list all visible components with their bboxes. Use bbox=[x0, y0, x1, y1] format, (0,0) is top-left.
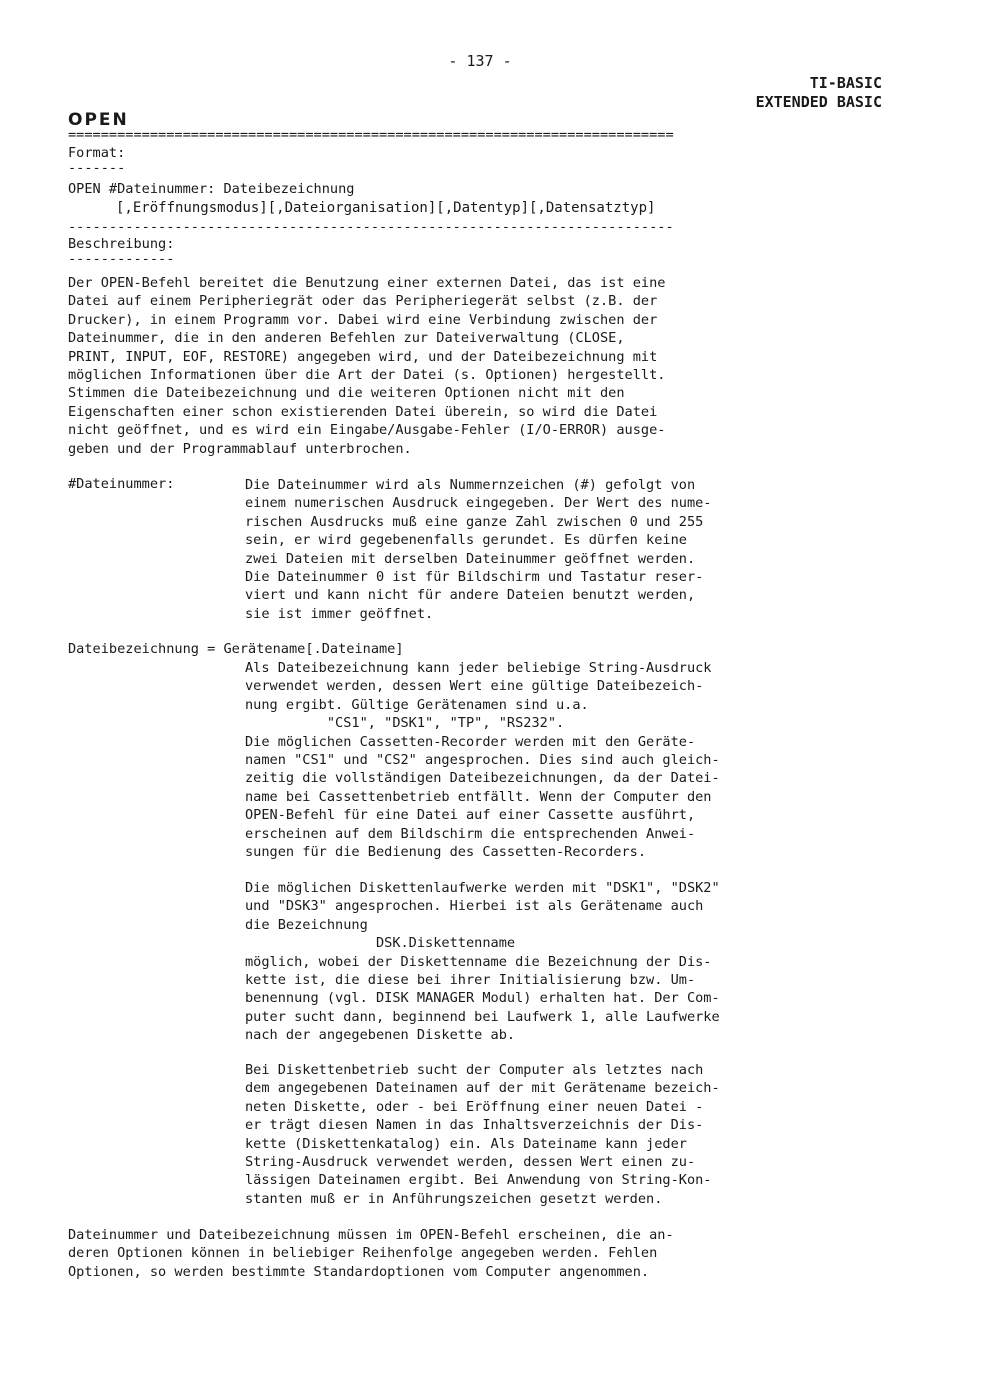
text-line: möglich, wobei der Diskettenname die Bezeichnung der Dis- bbox=[245, 953, 712, 970]
text-line: Die Dateinummer 0 ist für Bildschirm und Tastatur reser- bbox=[245, 569, 704, 585]
text-line: er trägt diesen Namen in das Inhaltsverzeichnis der Dis- bbox=[245, 1117, 704, 1134]
format-syntax-line1: OPEN #Dateinummer: Dateibezeichnung bbox=[68, 181, 355, 197]
text-line: Die möglichen Diskettenlaufwerke werden mit "DSK1", "DSK2" bbox=[245, 880, 720, 896]
text-line: Als Dateibezeichnung kann jeder beliebige String-Ausdruck bbox=[245, 660, 712, 676]
text-line: zeitig die vollständigen Dateibezeichnungen, da der Datei- bbox=[245, 770, 720, 787]
text-line: Dateinummer, die in den anderen Befehlen zur Dateiverwaltung (CLOSE, bbox=[68, 330, 625, 347]
text-line: viert und kann nicht für andere Dateien benutzt werden, bbox=[245, 587, 696, 604]
text-line: sein, er wird gegebenenfalls gerundet. Es dürfen keine bbox=[245, 532, 687, 549]
text-line: und "DSK3" angesprochen. Hierbei ist als Gerätename auch bbox=[245, 898, 704, 915]
text-line: Drucker), in einem Programm vor. Dabei wird eine Verbindung zwischen der bbox=[68, 311, 658, 328]
text-line: Bei Diskettenbetrieb sucht der Computer als letztes nach bbox=[245, 1062, 704, 1078]
text-line: stanten muß er in Anführungszeichen gesetzt werden. bbox=[245, 1190, 663, 1207]
text-line: möglichen Informationen über die Art der Datei (s. Optionen) hergestellt. bbox=[68, 367, 666, 383]
text-line: nach der angegebenen Diskette ab. bbox=[245, 1027, 516, 1044]
text-line: sungen für die Bedienung des Cassetten-Recorders. bbox=[245, 844, 647, 860]
text-line: sie ist immer geöffnet. bbox=[245, 605, 434, 622]
text-line: deren Optionen können in beliebiger Reihenfolge angegeben werden. Fehlen bbox=[68, 1245, 658, 1262]
text-line: einem numerischen Ausdruck eingegeben. Der Wert des nume- bbox=[245, 495, 712, 512]
text-line: geben und der Programmablauf unterbrochen. bbox=[68, 440, 412, 457]
text-line: DSK.Diskettenname bbox=[245, 935, 516, 952]
text-line: Dateinummer und Dateibezeichnung müssen im OPEN-Befehl erscheinen, die an- bbox=[68, 1227, 674, 1243]
text-line: namen "CS1" und "CS2" angesprochen. Dies sind auch gleich- bbox=[245, 752, 720, 768]
format-syntax-line2: [,Eröffnungsmodus][,Dateiorganisation][,Datentyp][,Datensatztyp] bbox=[116, 200, 656, 216]
text-line: zwei Dateien mit derselben Dateinummer geöffnet werden. bbox=[245, 550, 696, 567]
text-line: Datei auf einem Peripheriegrät oder das Peripheriegerät selbst (z.B. der bbox=[68, 293, 658, 310]
header-ti-basic: TI-BASIC bbox=[809, 74, 882, 92]
text-line: "CS1", "DSK1", "TP", "RS232". bbox=[245, 715, 565, 732]
double-rule: ========================================================================== bbox=[68, 127, 674, 143]
text-line: verwendet werden, dessen Wert eine gültige Dateibezeich- bbox=[245, 678, 704, 695]
page-number: - 137 - bbox=[448, 52, 512, 70]
text-line: Optionen, so werden bestimmte Standardoptionen vom Computer angenommen. bbox=[68, 1263, 650, 1280]
text-line: puter sucht dann, beginnend bei Laufwerk 1, alle Laufwerke bbox=[245, 1008, 720, 1025]
text-line: dem angegebenen Dateinamen auf der mit Gerätename bezeich- bbox=[245, 1080, 720, 1097]
beschreibung-underline: ------------- bbox=[68, 251, 175, 267]
text-line: Stimmen die Dateibezeichnung und die weiteren Optionen nicht mit den bbox=[68, 385, 625, 402]
page-title: OPEN bbox=[68, 110, 129, 130]
text-line: benennung (vgl. DISK MANAGER Modul) erhalten hat. Der Com- bbox=[245, 990, 720, 1007]
text-line: rischen Ausdrucks muß eine ganze Zahl zwischen 0 und 255 bbox=[245, 513, 704, 530]
text-line: kette ist, die diese bei ihrer Initialisierung bzw. Um- bbox=[245, 972, 696, 988]
text-line: nung ergibt. Gültige Gerätenamen sind u.a. bbox=[245, 696, 589, 713]
text-line: nicht geöffnet, und es wird ein Eingabe/Ausgabe-Fehler (I/O-ERROR) ausge- bbox=[68, 422, 666, 439]
dash-rule: -------------------------------------------------------------------------- bbox=[68, 219, 674, 235]
text-line: kette (Diskettenkatalog) ein. Als Dateiname kann jeder bbox=[245, 1135, 687, 1152]
dateibezeichnung-label: Dateibezeichnung = Gerätename[.Dateiname] bbox=[68, 641, 404, 657]
text-line: neten Diskette, oder - bei Eröffnung einer neuen Datei - bbox=[245, 1098, 704, 1115]
text-line: erscheinen auf dem Bildschirm die entsprechenden Anwei- bbox=[245, 825, 696, 842]
format-underline: ------- bbox=[68, 160, 126, 176]
text-line: name bei Cassettenbetrieb entfällt. Wenn der Computer den bbox=[245, 788, 712, 805]
text-line: Die Dateinummer wird als Nummernzeichen (#) gefolgt von bbox=[245, 477, 696, 493]
format-heading: Format: bbox=[68, 145, 126, 161]
text-line: PRINT, INPUT, EOF, RESTORE) angegeben wird, und der Dateibezeichnung mit bbox=[68, 348, 658, 365]
text-line: die Bezeichnung bbox=[245, 916, 368, 933]
text-line: Eigenschaften einer schon existierenden Datei überein, so wird die Datei bbox=[68, 403, 658, 420]
dateinummer-label: #Dateinummer: bbox=[68, 476, 175, 492]
header-extended-basic: EXTENDED BASIC bbox=[755, 93, 882, 111]
text-line: OPEN-Befehl für eine Datei auf einer Cassette ausführt, bbox=[245, 807, 696, 824]
text-line: lässigen Dateinamen ergibt. Bei Anwendung von String-Kon- bbox=[245, 1172, 712, 1189]
text-line: String-Ausdruck verwendet werden, dessen Wert einen zu- bbox=[245, 1154, 696, 1170]
beschreibung-heading: Beschreibung: bbox=[68, 236, 175, 252]
text-line: Der OPEN-Befehl bereitet die Benutzung einer externen Datei, das ist eine bbox=[68, 275, 666, 291]
text-line: Die möglichen Cassetten-Recorder werden mit den Geräte- bbox=[245, 733, 696, 750]
